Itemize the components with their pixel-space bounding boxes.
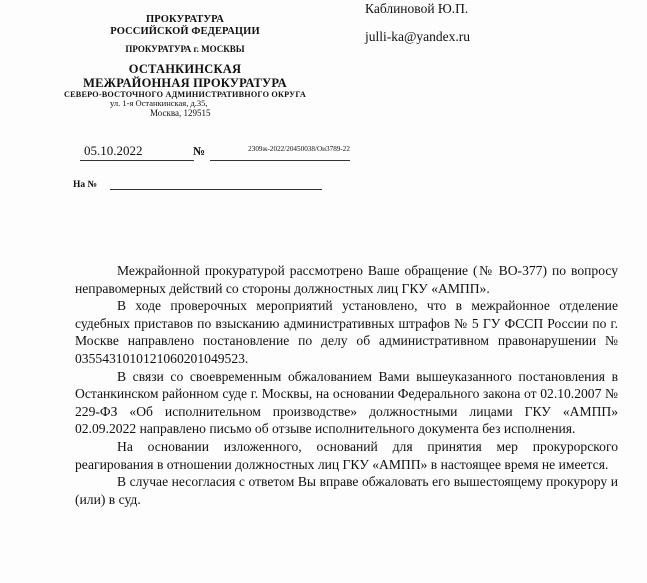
- recipient-block: [365, 1, 471, 44]
- address-line1: ул. 1-я Останкинская, д.35,: [110, 97, 208, 108]
- body-paragraph: В связи со своевременным обжалованием Вами вышеуказанного постановления в Останкинском районном суде г. Москвы, на основании Федерального закона от 02.10.2007 № 229-ФЗ «Об исполнительном производстве» должностными лицами ГКУ «АМПП» 02.09.2022 направлено письмо об отзыве исполнительного документа без исполнения.: [75, 368, 618, 437]
- body-paragraph: В ходе проверочных мероприятий установлено, что в межрайонное отделение судебных приставов по взысканию административных штрафов № 5 ГУ ФССП России по г. Москве направлено постановление по делу об административном правонарушении № 0355431010121060201049523.: [75, 298, 618, 366]
- recipient-name: Каблиновой Ю.П.: [365, 1, 469, 16]
- letter-body: [75, 262, 618, 508]
- incoming-number-label: На №: [73, 180, 98, 190]
- outgoing-number: 2309ж-2022/20450038/Ои3789-22: [210, 145, 350, 161]
- outgoing-number-label: №: [193, 144, 206, 158]
- letterhead: [50, 14, 320, 118]
- district-name: СЕВЕРО-ВОСТОЧНОГО АДМИНИСТРАТИВНОГО ОКРУГА: [64, 89, 306, 99]
- org-name-line1: ПРОКУРАТУРА: [146, 14, 224, 25]
- body-paragraph: В случае несогласия с ответом Вы вправе обжаловать его вышестоящему прокурору и (или) в суд.: [75, 474, 618, 507]
- body-paragraph: На основании изложенного, оснований для принятия мер прокурорского реагирования в отношении должностных лиц ГКУ «АМПП» в настоящее время не имеется.: [75, 438, 618, 472]
- org-name-line2: РОССИЙСКОЙ ФЕДЕРАЦИИ: [110, 25, 260, 37]
- office-name-line2: МЕЖРАЙОННАЯ ПРОКУРАТУРА: [83, 75, 287, 90]
- incoming-number-field-line: [110, 189, 322, 190]
- city-prosecutor: ПРОКУРАТУРА г. МОСКВЫ: [125, 43, 245, 54]
- body-paragraph: Межрайонной прокуратурой рассмотрено Ваше обращение (№ ВО-377) по вопросу неправомерных действий со стороны должностных лиц ГКУ «АМПП».: [75, 263, 618, 296]
- office-name-line1: ОСТАНКИНСКАЯ: [128, 61, 242, 76]
- recipient-email: julli-ka@yandex.ru: [365, 29, 471, 44]
- outgoing-date: 05.10.2022: [80, 143, 194, 161]
- address-line2: Москва, 129515: [150, 108, 211, 119]
